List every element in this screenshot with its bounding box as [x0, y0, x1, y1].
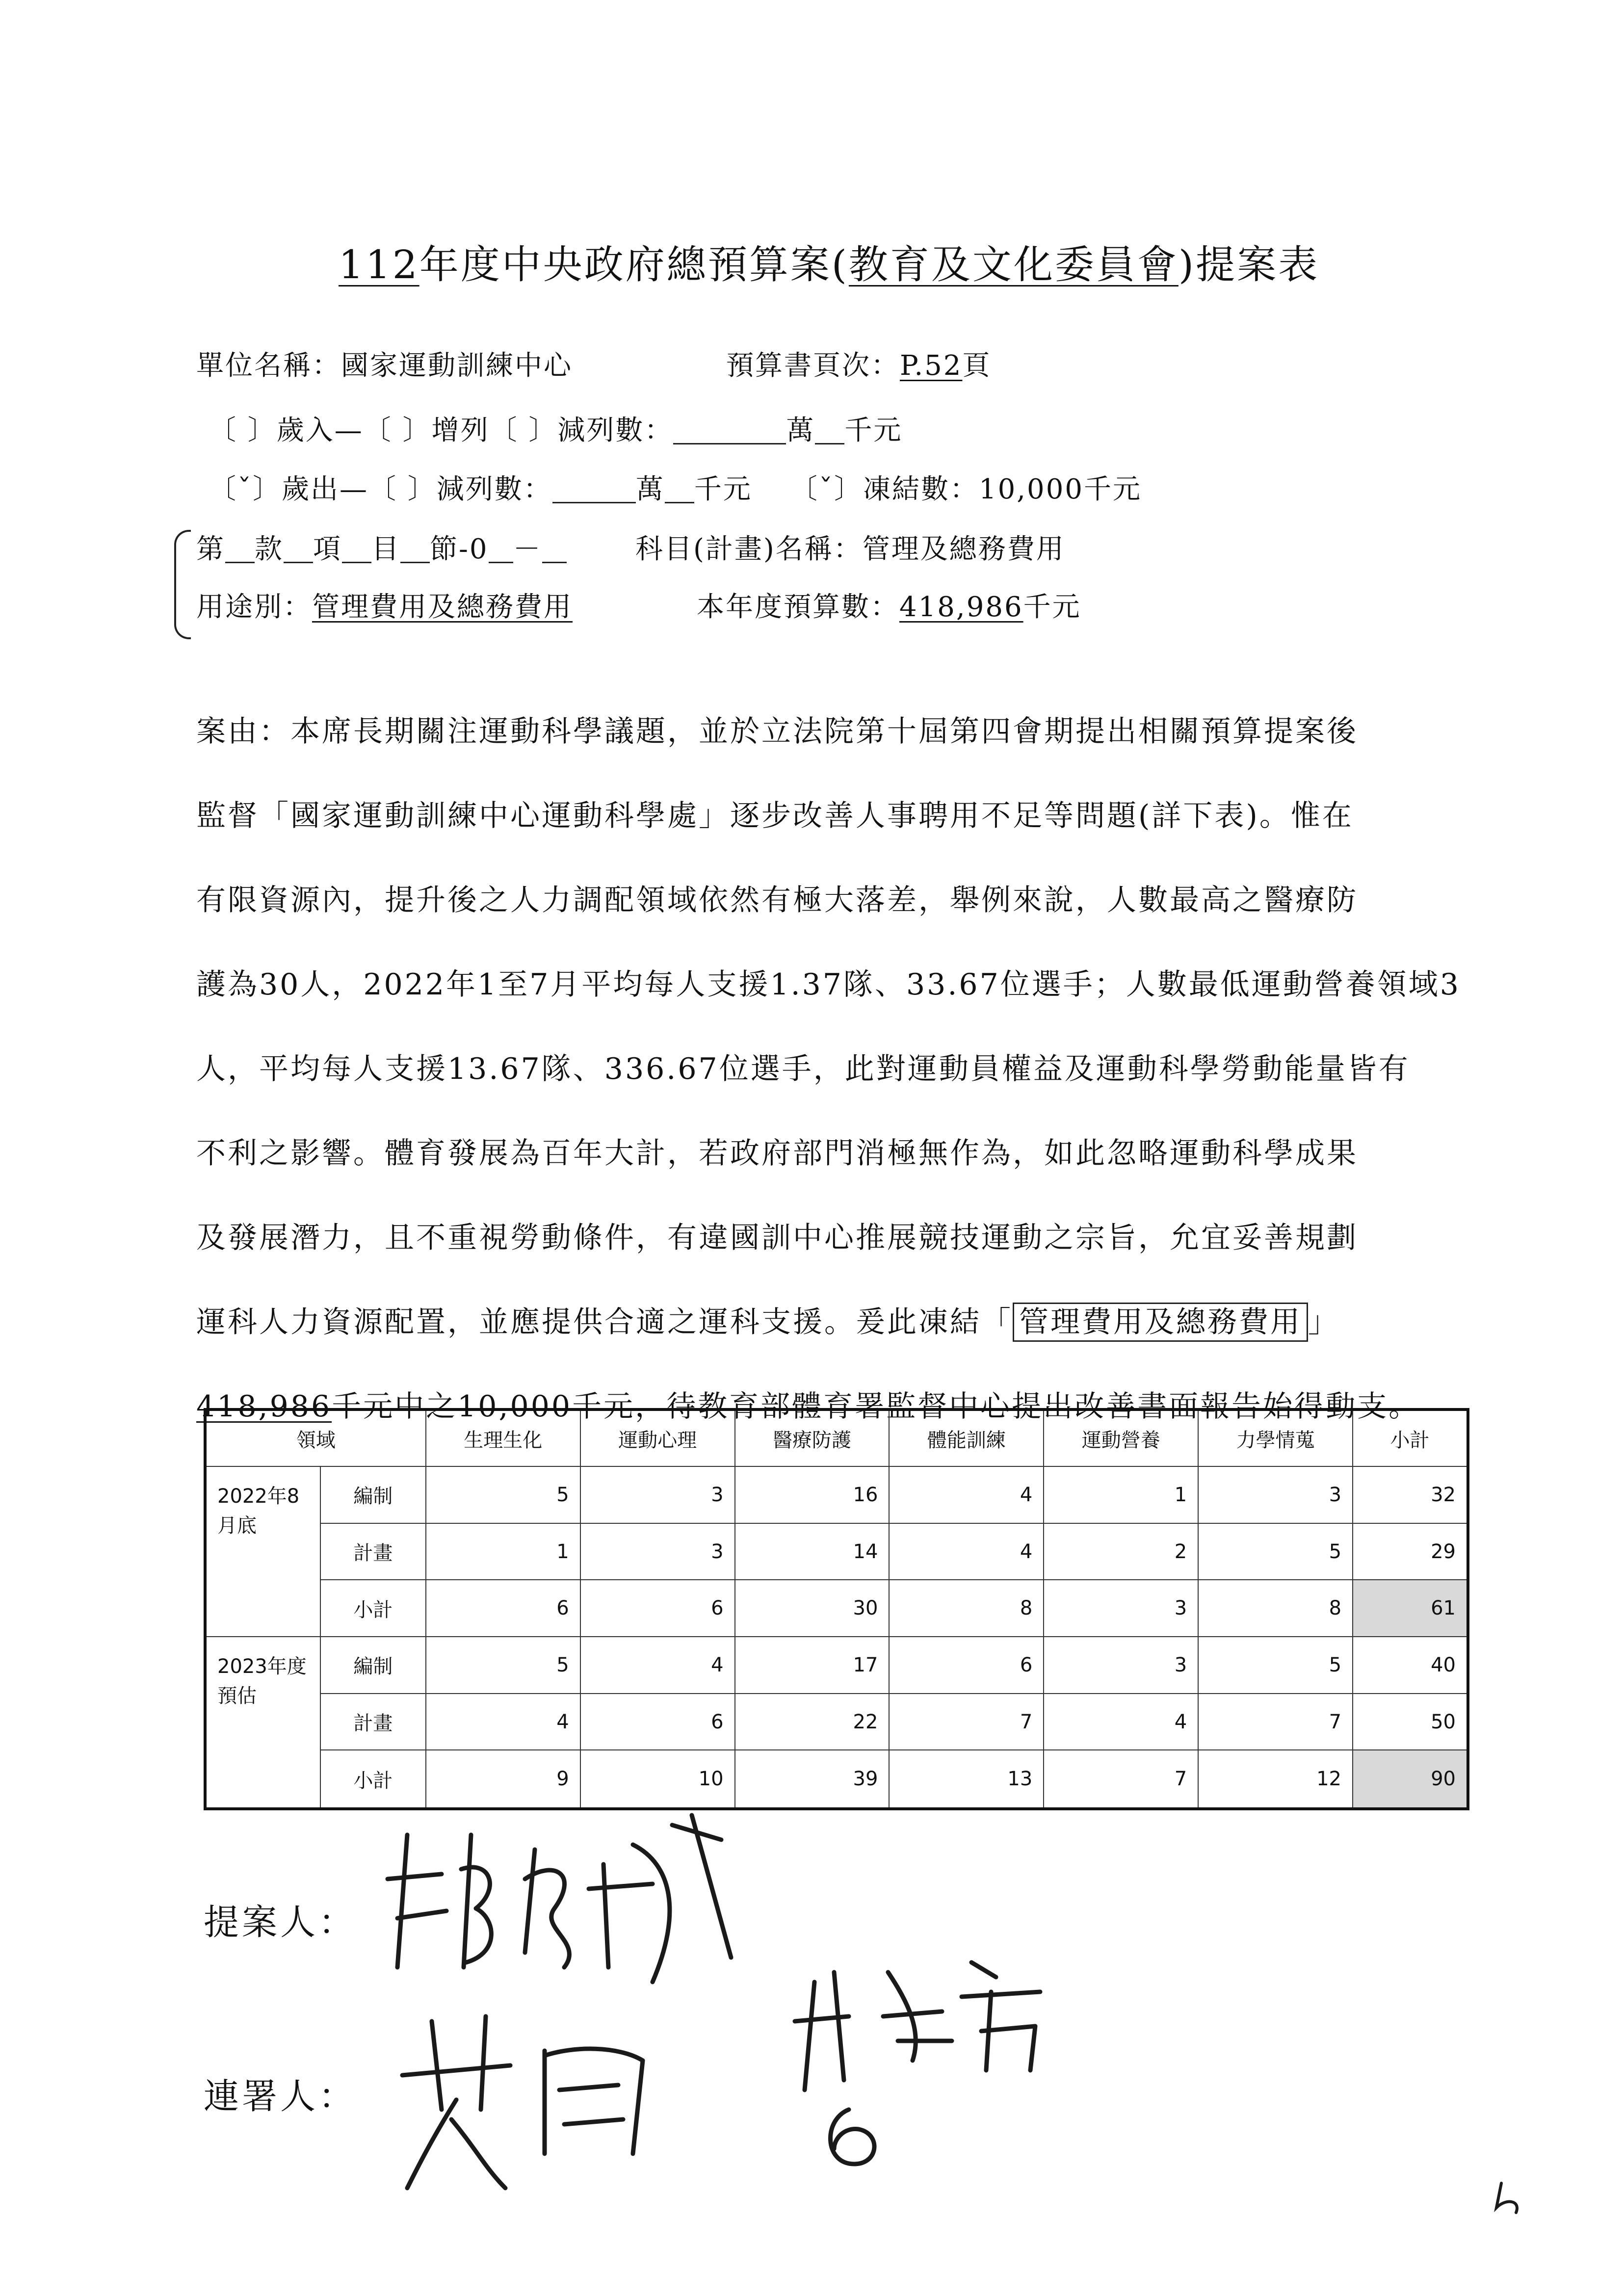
- proposer-signature: [378, 1805, 760, 1992]
- value-cell: 8: [1198, 1580, 1353, 1637]
- header-cell: 小計: [1353, 1409, 1468, 1466]
- row-label: 編制: [320, 1637, 426, 1694]
- value-cell: 5: [1198, 1523, 1353, 1580]
- corner-handwritten-mark: [1487, 2178, 1531, 2218]
- reason-line-8: [196, 1280, 1472, 1364]
- value-cell: 16: [735, 1466, 890, 1523]
- freeze-amount: 〔ˇ〕凍結數：10,000千元: [790, 473, 1142, 505]
- header-cell: 醫療防護: [735, 1409, 890, 1466]
- reason-line8-suffix: 」: [1308, 1305, 1339, 1339]
- value-cell: 7: [1198, 1694, 1353, 1750]
- section-mu: 目: [371, 533, 400, 565]
- row-label: 編制: [320, 1466, 426, 1523]
- table-row: [205, 1637, 1468, 1694]
- section-blank-6: [542, 537, 567, 563]
- usage-line: [196, 591, 573, 623]
- cosigner-signature-1: [388, 1992, 662, 2198]
- staffing-table: [204, 1408, 1469, 1810]
- cosigner-label: 連署人：: [204, 2076, 357, 2117]
- section-blank-5: [489, 537, 513, 563]
- table-row: [205, 1694, 1468, 1750]
- total-cell: 29: [1353, 1523, 1468, 1580]
- revenue-wan-blank: [673, 418, 786, 444]
- table-row: [205, 1750, 1468, 1809]
- total-cell: 50: [1353, 1694, 1468, 1750]
- value-cell: 10: [580, 1750, 735, 1809]
- table-row: [205, 1580, 1468, 1637]
- expense-qian: 千元: [694, 473, 752, 505]
- reason-line: 及發展潛力，且不重視勞動條件，有違國訓中心推展競技運動之宗旨，允宜妥善規劃: [196, 1221, 1358, 1255]
- revenue-label: 〔 〕歲入—〔 〕增列〔 〕減列數：: [209, 415, 674, 446]
- year-cell: 2023年度預估: [205, 1637, 320, 1809]
- unit-name: 單位名稱：國家運動訓練中心: [196, 350, 573, 382]
- value-cell: 3: [580, 1466, 735, 1523]
- budget-amount-suffix: 千元: [1023, 591, 1081, 623]
- value-cell: 5: [426, 1637, 580, 1694]
- header-cell: 運動營養: [1044, 1409, 1198, 1466]
- budget-page-suffix: 頁: [962, 350, 992, 382]
- section-dash: －: [513, 533, 542, 565]
- budget-page-value: P.52: [900, 350, 963, 382]
- value-cell: 1: [1044, 1466, 1198, 1523]
- value-cell: 12: [1198, 1750, 1353, 1809]
- budget-page: [726, 352, 991, 380]
- title-part1: 年度中央政府總預算案(: [419, 242, 849, 287]
- section-di: 第: [196, 533, 225, 565]
- budget-amount-value: 418,986: [899, 591, 1023, 623]
- budget-amount-label: 本年度預算數：: [697, 591, 899, 623]
- value-cell: 6: [580, 1694, 735, 1750]
- expense-line: [209, 473, 752, 505]
- row-label: 小計: [320, 1750, 426, 1809]
- section-jie: 節-0: [430, 533, 489, 565]
- expense-qian-blank: [665, 477, 694, 503]
- expense-wan: 萬: [635, 473, 665, 505]
- value-cell: 30: [735, 1580, 890, 1637]
- title-year: 112: [339, 242, 419, 287]
- usage-value: 管理費用及總務費用: [312, 591, 573, 623]
- usage-label: 用途別：: [196, 591, 312, 623]
- reason-line: 不利之影響。體育發展為百年大計，若政府部門消極無作為，如此忽略運動科學成果: [196, 1136, 1358, 1171]
- value-cell: 6: [889, 1637, 1044, 1694]
- section-blank-4: [400, 537, 430, 563]
- value-cell: 5: [426, 1466, 580, 1523]
- section-kuan: 款: [255, 533, 284, 565]
- table-row: [205, 1523, 1468, 1580]
- value-cell: 4: [426, 1694, 580, 1750]
- title-part2: )提案表: [1178, 242, 1320, 287]
- header-cell: 運動心理: [580, 1409, 735, 1466]
- value-cell: 13: [889, 1750, 1044, 1809]
- value-cell: 7: [889, 1694, 1044, 1750]
- header-cell: 體能訓練: [889, 1409, 1044, 1466]
- reason-line9-rest: 千元中之10,000千元，待教育部體育署監督中心提出改善書面報告始得動支。: [332, 1389, 1420, 1424]
- budget-page-label: 預算書頁次：: [726, 350, 900, 382]
- revenue-wan: 萬: [786, 415, 815, 446]
- budget-amount: [697, 591, 1081, 623]
- proposer-label: 提案人：: [204, 1902, 357, 1943]
- grand-total-cell: 90: [1353, 1750, 1468, 1809]
- document-title: [339, 233, 1319, 289]
- title-committee: 教育及文化委員會: [848, 242, 1179, 287]
- revenue-qian: 千元: [844, 415, 903, 446]
- reason-line: 人，平均每人支援13.67隊、336.67位選手，此對運動員權益及運動科學勞動能量皆有: [196, 1052, 1410, 1086]
- section-blank-2: [284, 537, 313, 563]
- value-cell: 8: [889, 1580, 1044, 1637]
- reason-amount: 418,986: [196, 1389, 332, 1424]
- value-cell: 5: [1198, 1637, 1353, 1694]
- row-label: 計畫: [320, 1523, 426, 1580]
- revenue-qian-blank: [815, 418, 844, 444]
- header-cell: 領域: [205, 1409, 426, 1466]
- year-cell: 2022年8月底: [205, 1466, 320, 1637]
- row-label: 計畫: [320, 1694, 426, 1750]
- value-cell: 4: [1044, 1694, 1198, 1750]
- reason-line: 監督「國家運動訓練中心運動科學處」逐步改善人事聘用不足等問題(詳下表)。惟在: [196, 799, 1354, 833]
- section-xiang: 項: [313, 533, 342, 565]
- section-line: [196, 533, 567, 565]
- subject-name: 科目(計畫)名稱：管理及總務費用: [635, 533, 1065, 565]
- reason-line: 有限資源內，提升後之人力調配領域依然有極大落差，舉例來說，人數最高之醫療防: [196, 883, 1358, 917]
- grand-total-cell: 61: [1353, 1580, 1468, 1637]
- cosigner-signature-2: [785, 1943, 1079, 2173]
- total-cell: 32: [1353, 1466, 1468, 1523]
- frozen-item-box: 管理費用及總務費用: [1013, 1303, 1308, 1342]
- expense-wan-blank: [552, 477, 636, 503]
- value-cell: 3: [1198, 1466, 1353, 1523]
- value-cell: 3: [1044, 1580, 1198, 1637]
- value-cell: 4: [889, 1466, 1044, 1523]
- reason-line: 護為30人，2022年1至7月平均每人支援1.37隊、33.67位選手；人數最低運動營養領域3: [196, 967, 1461, 1002]
- value-cell: 3: [580, 1523, 735, 1580]
- row-label: 小計: [320, 1580, 426, 1637]
- reason-paragraph: [196, 689, 1472, 1449]
- value-cell: 4: [580, 1637, 735, 1694]
- reason-line8-prefix: 運科人力資源配置，並應提供合適之運科支援。爰此凍結「: [196, 1305, 1013, 1339]
- value-cell: 7: [1044, 1750, 1198, 1809]
- value-cell: 1: [426, 1523, 580, 1580]
- reason-line: 案由：本席長期關注運動科學議題，並於立法院第十屆第四會期提出相關預算提案後: [196, 714, 1358, 749]
- header-cell: 力學情蒐: [1198, 1409, 1353, 1466]
- section-blank-1: [225, 537, 255, 563]
- value-cell: 6: [580, 1580, 735, 1637]
- expense-label: 〔ˇ〕歲出—〔 〕減列數：: [209, 473, 552, 505]
- value-cell: 2: [1044, 1523, 1198, 1580]
- table-header-row: [205, 1409, 1468, 1466]
- value-cell: 14: [735, 1523, 890, 1580]
- value-cell: 22: [735, 1694, 890, 1750]
- value-cell: 6: [426, 1580, 580, 1637]
- section-bracket: [174, 530, 191, 639]
- table-row: [205, 1466, 1468, 1523]
- value-cell: 4: [889, 1523, 1044, 1580]
- section-blank-3: [342, 537, 371, 563]
- total-cell: 40: [1353, 1637, 1468, 1694]
- value-cell: 17: [735, 1637, 890, 1694]
- value-cell: 39: [735, 1750, 890, 1809]
- header-cell: 生理生化: [426, 1409, 580, 1466]
- value-cell: 9: [426, 1750, 580, 1809]
- value-cell: 3: [1044, 1637, 1198, 1694]
- revenue-line: [209, 417, 902, 444]
